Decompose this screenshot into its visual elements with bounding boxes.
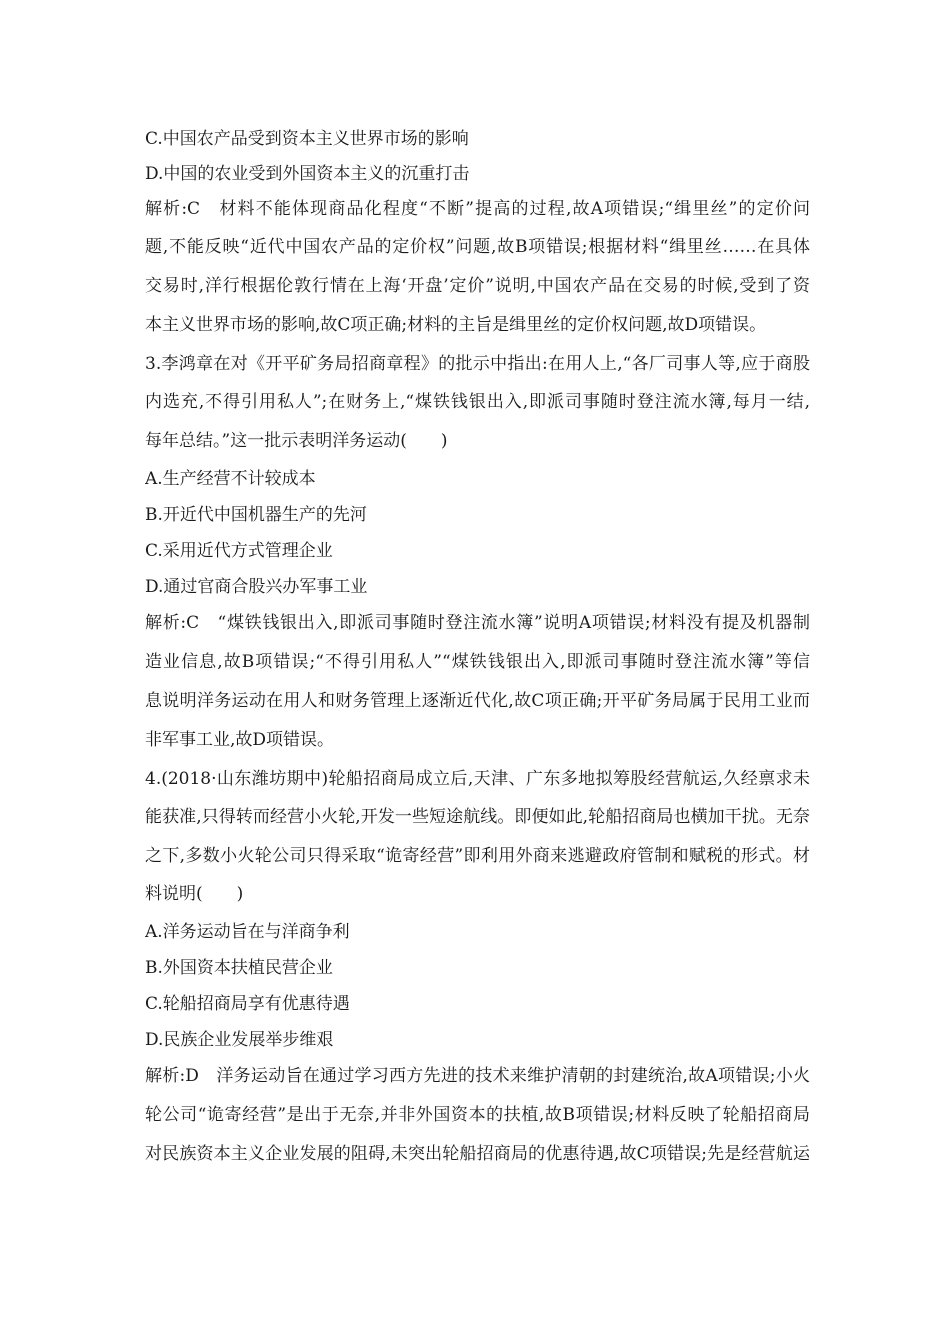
option-c-q2: C.中国农产品受到资本主义世界市场的影响 [145, 129, 469, 149]
question-4-line-4: 料说明( ) [145, 884, 244, 904]
option-a-q3: A.生产经营不计较成本 [145, 469, 316, 489]
option-b-q4: B.外国资本扶植民营企业 [145, 958, 333, 978]
option-d-q2: D.中国的农业受到外国资本主义的沉重打击 [145, 164, 470, 184]
question-4-line-1: 4.(2018·山东潍坊期中)轮船招商局成立后,天津、广东多地拟筹股经营航运,久经禀求未 [145, 769, 810, 789]
option-d-q4: D.民族企业发展举步维艰 [145, 1030, 334, 1050]
analysis-q2-line-2: 题,不能反映“近代中国农产品的定价权”问题,故B项错误;根据材料“缉里丝……在具体 [145, 237, 810, 257]
option-c-q3: C.采用近代方式管理企业 [145, 541, 333, 561]
analysis-q4-line-3: 对民族资本主义企业发展的阻碍,未突出轮船招商局的优惠待遇,故C项错误;先是经营航运 [145, 1144, 810, 1164]
question-3-line-1: 3.李鸿章在对《开平矿务局招商章程》的批示中指出:在用人上,“各厂司事人等,应于商股 [145, 354, 810, 374]
question-4-line-3: 之下,多数小火轮公司只得采取“诡寄经营”即利用外商来逃避政府管制和赋税的形式。材 [145, 846, 810, 866]
analysis-q4-line-1: 解析:D 洋务运动旨在通过学习西方先进的技术来维护清朝的封建统治,故A项错误;小火 [145, 1066, 810, 1086]
analysis-q2-line-3: 交易时,洋行根据伦敦行情在上海‘开盘’定价”说明,中国农产品在交易的时候,受到了资 [145, 276, 810, 296]
option-a-q4: A.洋务运动旨在与洋商争利 [145, 922, 350, 942]
option-c-q4: C.轮船招商局享有优惠待遇 [145, 994, 350, 1014]
question-3-line-2: 内选充,不得引用私人”;在财务上,“煤铁钱银出入,即派司事随时登注流水簿,每月一结, [145, 392, 810, 412]
option-b-q3: B.开近代中国机器生产的先河 [145, 505, 367, 525]
analysis-q2-line-4: 本主义世界市场的影响,故C项正确;材料的主旨是缉里丝的定价权问题,故D项错误。 [145, 315, 767, 335]
analysis-q3-line-1: 解析:C “煤铁钱银出入,即派司事随时登注流水簿”说明A项错误;材料没有提及机器制 [145, 613, 810, 633]
question-3-line-3: 每年总结。”这一批示表明洋务运动( ) [145, 431, 448, 451]
analysis-q4-line-2: 轮公司“诡寄经营”是出于无奈,并非外国资本的扶植,故B项错误;材料反映了轮船招商局 [145, 1105, 810, 1125]
analysis-q3-line-2: 造业信息,故B项错误;“不得引用私人”“煤铁钱银出入,即派司事随时登注流水簿”等信 [145, 652, 810, 672]
analysis-q3-line-4: 非军事工业,故D项错误。 [145, 730, 335, 750]
analysis-q3-line-3: 息说明洋务运动在用人和财务管理上逐渐近代化,故C项正确;开平矿务局属于民用工业而 [145, 691, 810, 711]
question-4-line-2: 能获准,只得转而经营小火轮,开发一些短途航线。即便如此,轮船招商局也横加干扰。无奈 [145, 807, 810, 827]
analysis-q2-line-1: 解析:C 材料不能体现商品化程度“不断”提高的过程,故A项错误;“缉里丝”的定价问 [145, 199, 810, 219]
option-d-q3: D.通过官商合股兴办军事工业 [145, 577, 368, 597]
